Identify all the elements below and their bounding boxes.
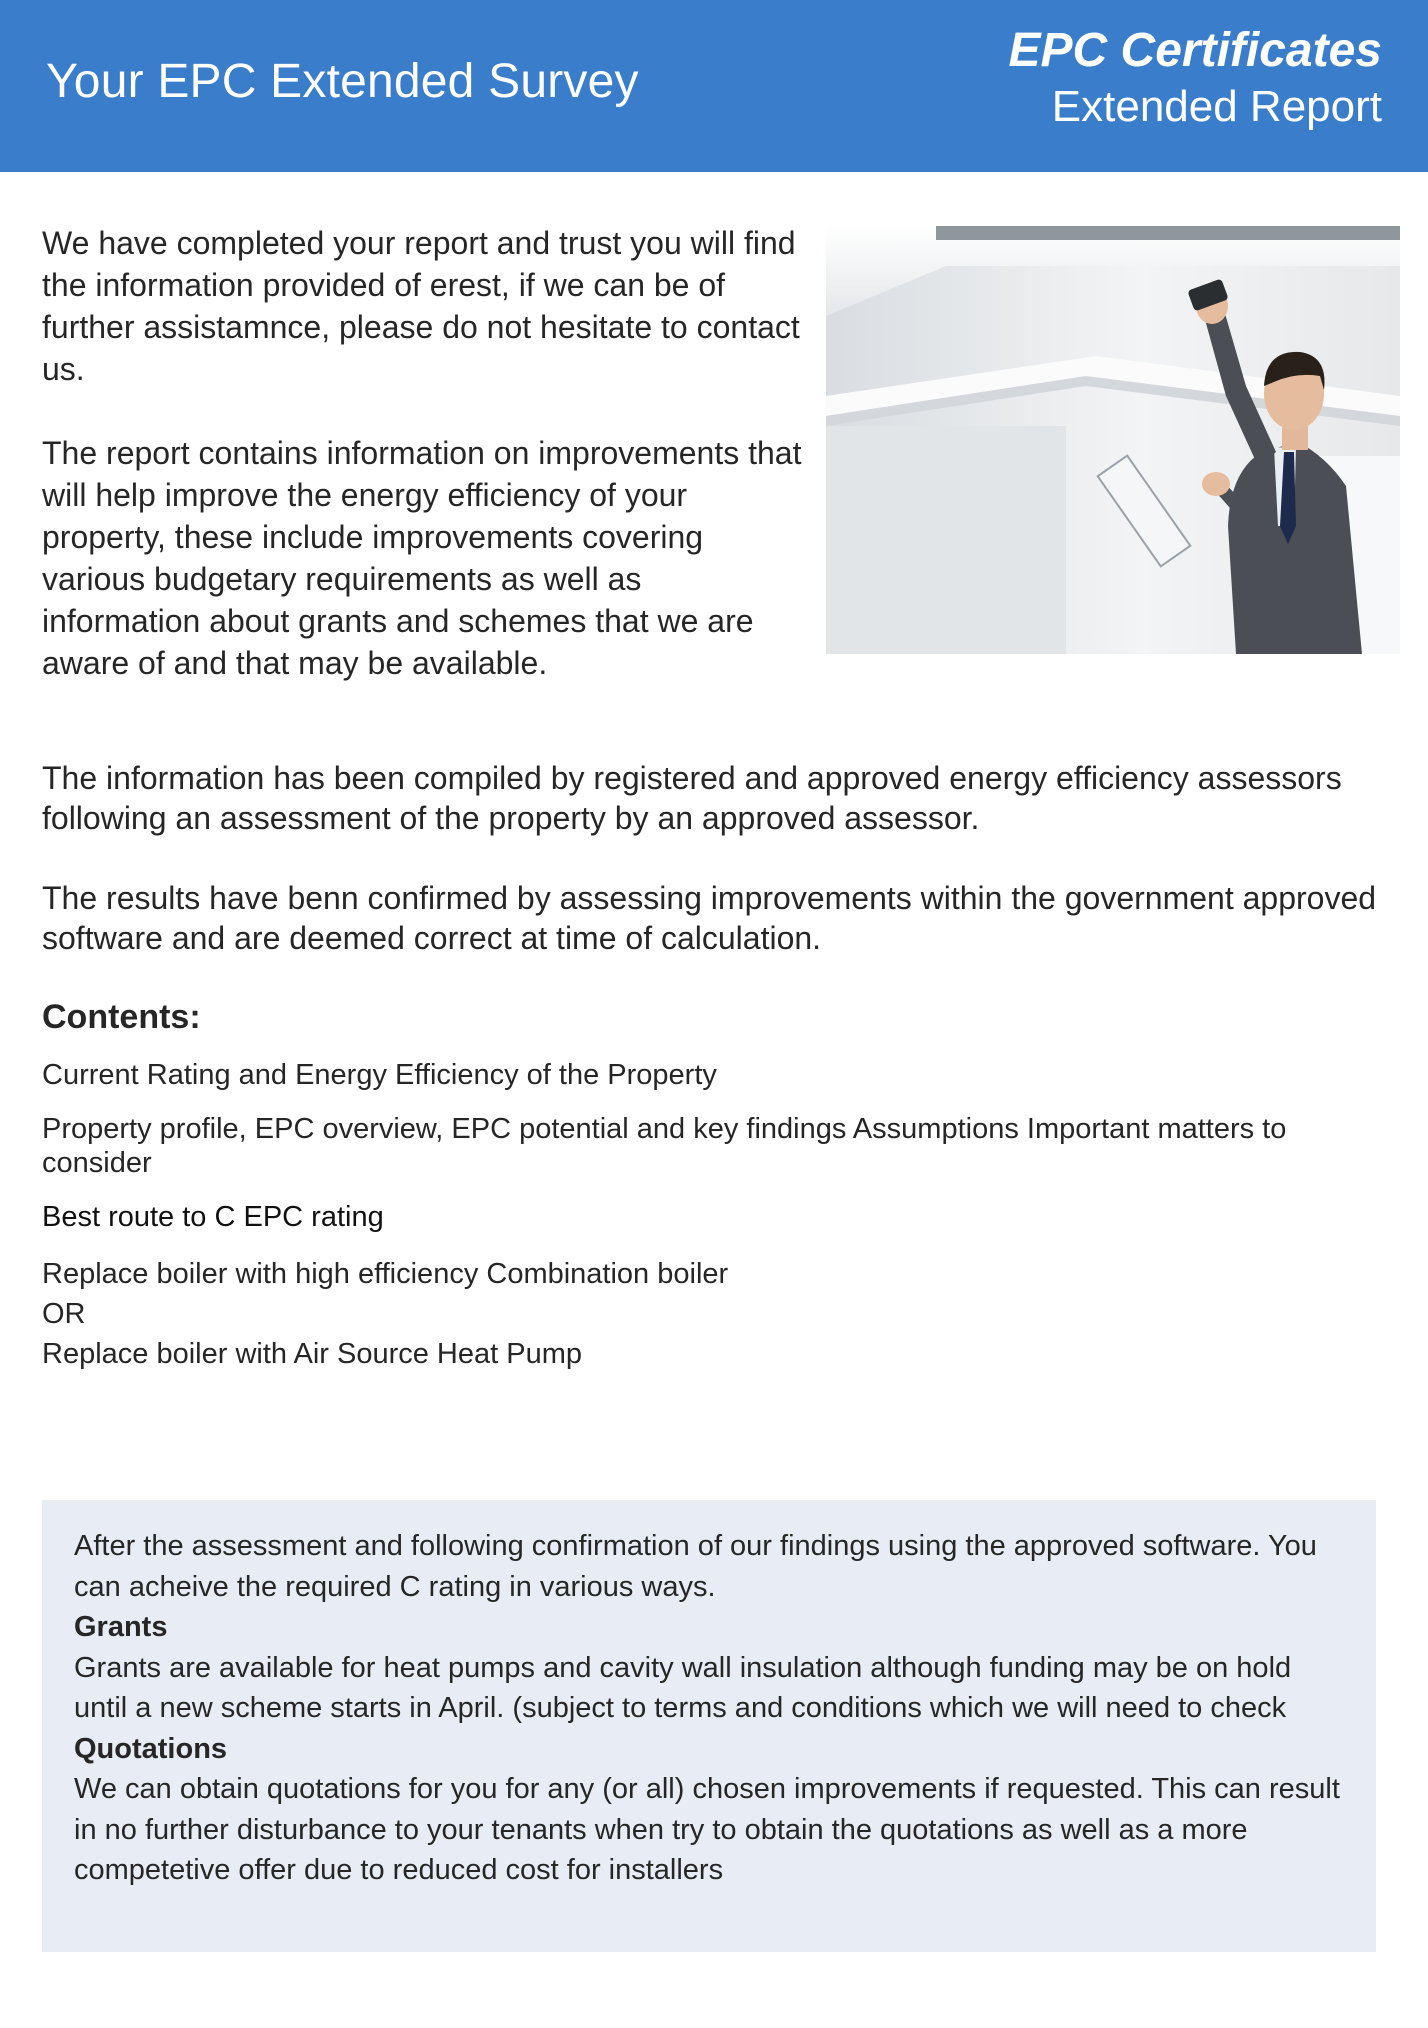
intro-paragraph: The report contains information on improvements that will help improve the energy efficiency of your property, these include improvements covering various budgetary requirements as well as information about grants and schemes that we are aware of and that may be available.	[42, 435, 802, 681]
intro-text	[42, 222, 802, 726]
quotations-text: We can obtain quotations for you for any (or all) chosen improvements if requested. This can result in no further disturbance to your tenants when try to obtain the quotations as well as a more competetive offer due to reduced cost for installers	[74, 1773, 1340, 1886]
grants-text: Grants are available for heat pumps and cavity wall insulation although funding may be on hold until a new scheme starts in April. (subject to terms and conditions which we will need to check	[74, 1651, 1292, 1724]
info-paragraph	[42, 758, 1382, 838]
brand-subtitle: Extended Report	[1051, 82, 1382, 131]
contents-option: Replace boiler with high efficiency Combination boiler	[42, 1258, 729, 1290]
contents-option: Replace boiler with Air Source Heat Pump	[42, 1338, 582, 1370]
contents-item: Current Rating and Energy Efficiency of the Property	[42, 1059, 717, 1091]
contents-heading: Contents:	[42, 998, 201, 1036]
assessor-photo	[826, 226, 1400, 654]
page-title: Your EPC Extended Survey	[46, 55, 639, 108]
compiled-by-text: The information has been compiled by registered and approved energy efficiency assessors following an assessment of the property by an approved assessor.	[42, 760, 1342, 836]
brand-block	[1009, 22, 1382, 134]
assessor-illustration	[826, 226, 1400, 654]
quotations-heading: Quotations	[74, 1732, 228, 1765]
summary-intro: After the assessment and following confirmation of our findings using the approved software. You can acheive the required C rating in various ways.	[74, 1530, 1317, 1603]
contents-list	[42, 1058, 1382, 1374]
contents-item: Property profile, EPC overview, EPC potential and key findings Assumptions Important matters to consider	[42, 1113, 1287, 1179]
summary-box	[42, 1500, 1376, 1952]
results-confirmed-text: The results have benn confirmed by assessing improvements within the government approved software and are deemed correct at time of calculation.	[42, 880, 1377, 956]
brand-name: EPC Certificates	[1008, 24, 1382, 77]
header-banner	[0, 0, 1428, 172]
contents-option-separator: OR	[42, 1298, 86, 1330]
grants-heading: Grants	[74, 1611, 168, 1643]
contents-item: Best route to C EPC rating	[42, 1201, 384, 1233]
results-paragraph	[42, 878, 1382, 958]
intro-paragraph: We have completed your report and trust you will find the information provided of erest, if we can be of further assistamnce, please do not hesitate to contact us.	[42, 225, 800, 387]
